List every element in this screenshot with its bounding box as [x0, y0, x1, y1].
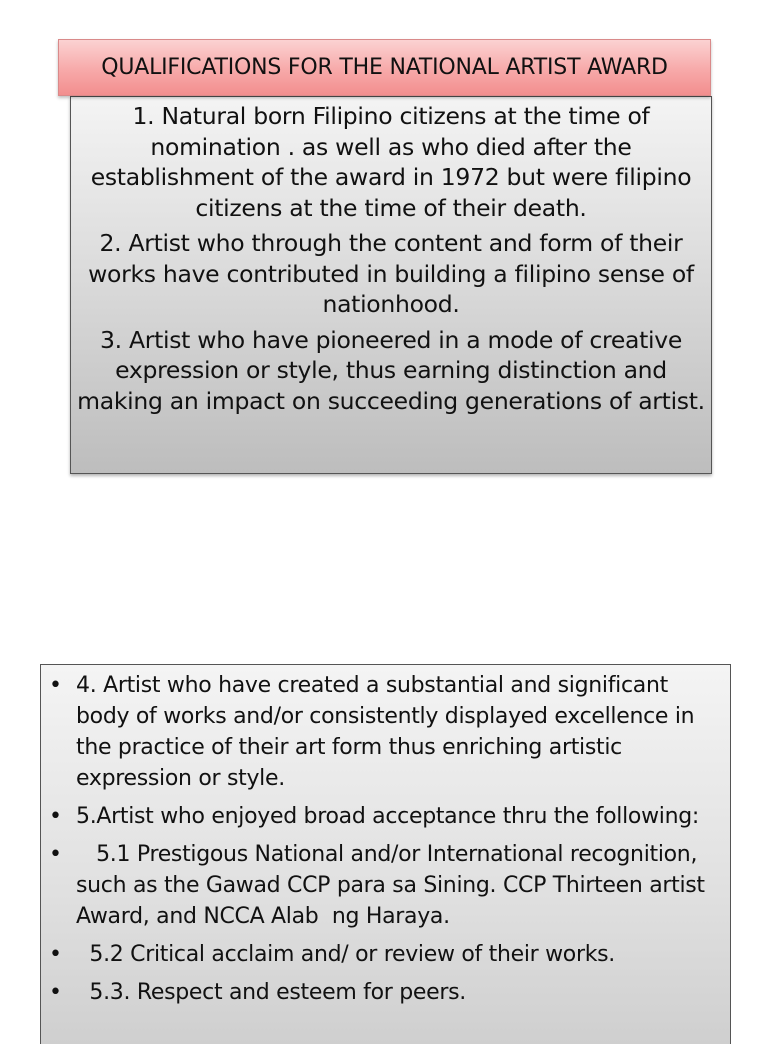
slide-title	[58, 39, 711, 96]
list-item-text: 5.1 Prestigous National and/or International recognition, such as the Gawad CCP para sa Sining. CCP Thirteen artist Award, and NCCA Alab ng Haraya.	[76, 842, 705, 929]
slide-title-text: QUALIFICATIONS FOR THE NATIONAL ARTIST AWARD	[101, 55, 668, 80]
list-item	[47, 670, 720, 794]
list-item-text: 5.2 Critical acclaim and/ or review of their works.	[76, 942, 615, 967]
list-item	[47, 801, 720, 832]
bullet-icon: •	[49, 942, 62, 967]
bullet-icon: •	[49, 804, 62, 829]
qualification-item-1: 1. Natural born Filipino citizens at the time of nomination . as well as who died after the establishment of the award in 1972 but were filipino citizens at the time of their death.	[90, 102, 692, 222]
bullet-icon: •	[49, 673, 62, 698]
qualification-item-3: 3. Artist who have pioneered in a mode of creative expression or style, thus earning distinction and making an impact on succeeding generations of artist.	[77, 325, 705, 415]
list-item-text: 5.Artist who enjoyed broad acceptance thru the following:	[76, 804, 699, 829]
list-item	[47, 977, 720, 1008]
qualifications-list	[47, 670, 720, 1008]
bullet-icon: •	[49, 842, 62, 867]
qualifications-continued-box	[40, 664, 731, 1044]
qualification-item-2: 2. Artist who through the content and form of their works have contributed in building a filipino sense of nationhood.	[88, 229, 694, 318]
list-item	[47, 839, 720, 932]
list-item-text: 5.3. Respect and esteem for peers.	[76, 980, 466, 1005]
list-item	[47, 939, 720, 970]
bullet-icon: •	[49, 980, 62, 1005]
list-item-text: 4. Artist who have created a substantial and significant body of works and/or consistently displayed excellence in the practice of their art form thus enriching artistic expression or style.	[76, 673, 695, 791]
qualifications-box	[70, 96, 712, 474]
